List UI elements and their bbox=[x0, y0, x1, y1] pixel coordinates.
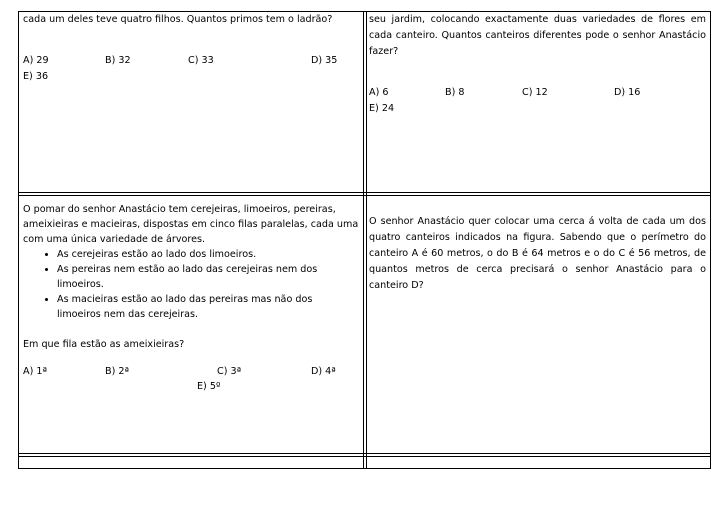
question-text: seu jardim, colocando exactamente duas variedades de flores em cada canteiro. Quantos canteiros diferentes pode o senhor Anastácio fazer? bbox=[369, 14, 706, 57]
intro-text: O pomar do senhor Anastácio tem cerejeiras, limoeiros, pereiras, ameixieiras e macieiras, dispostas em cinco filas paralelas, cada uma com uma única variedade de árvores. bbox=[23, 204, 359, 245]
table-border-bottom bbox=[18, 468, 711, 469]
question-text: cada um deles teve quatro filhos. Quantos primos tem o ladrão? bbox=[23, 14, 333, 25]
question-text: O senhor Anastácio quer colocar uma cerca á volta de cada um dos quatro canteiros indicados na figura. Sabendo que o perímetro do canteiro A é 60 metros, o do B é 64 metros e o do C é 56 metros, de quantos metros de cerca precisará o senhor Anastácio para o canteiro D? bbox=[369, 216, 706, 291]
option-b: B) 32 bbox=[105, 55, 131, 66]
row-divider-2b bbox=[18, 456, 711, 457]
question-cell-top-left bbox=[23, 12, 359, 190]
option-b: B) 2ª bbox=[105, 366, 129, 377]
option-d: D) 16 bbox=[614, 87, 641, 98]
clue-item: • As cerejeiras estão ao lado dos limoeiros. bbox=[57, 247, 359, 262]
question-cell-mid-left bbox=[23, 202, 359, 450]
question-cell-top-right bbox=[369, 12, 706, 190]
question-cell-mid-right bbox=[369, 214, 706, 450]
column-divider-b bbox=[366, 11, 367, 469]
question-text: Em que fila estão as ameixieiras? bbox=[23, 339, 185, 350]
option-a: A) 29 bbox=[23, 55, 49, 66]
option-e: E) 24 bbox=[369, 103, 395, 114]
table-border-right bbox=[710, 11, 711, 469]
row-divider-1 bbox=[18, 192, 711, 193]
table-border-left bbox=[18, 11, 19, 469]
option-a: A) 6 bbox=[369, 87, 389, 98]
option-c: C) 33 bbox=[188, 55, 214, 66]
option-c: C) 3ª bbox=[217, 366, 242, 377]
option-c: C) 12 bbox=[522, 87, 548, 98]
option-d: D) 4ª bbox=[311, 366, 336, 377]
option-d: D) 35 bbox=[311, 55, 338, 66]
option-a: A) 1ª bbox=[23, 366, 47, 377]
clue-item: • As macieiras estão ao lado das pereiras mas não dos limoeiros nem das cerejeiras. bbox=[57, 292, 359, 322]
questions-table bbox=[18, 11, 711, 469]
option-e: E) 36 bbox=[23, 71, 49, 82]
option-e: E) 5º bbox=[197, 381, 221, 392]
column-divider bbox=[363, 11, 364, 469]
row-divider-1b bbox=[18, 195, 711, 196]
option-b: B) 8 bbox=[445, 87, 465, 98]
clue-list bbox=[23, 247, 359, 322]
clue-item: • As pereiras nem estão ao lado das cerejeiras nem dos limoeiros. bbox=[57, 262, 359, 292]
row-divider-2 bbox=[18, 453, 711, 454]
